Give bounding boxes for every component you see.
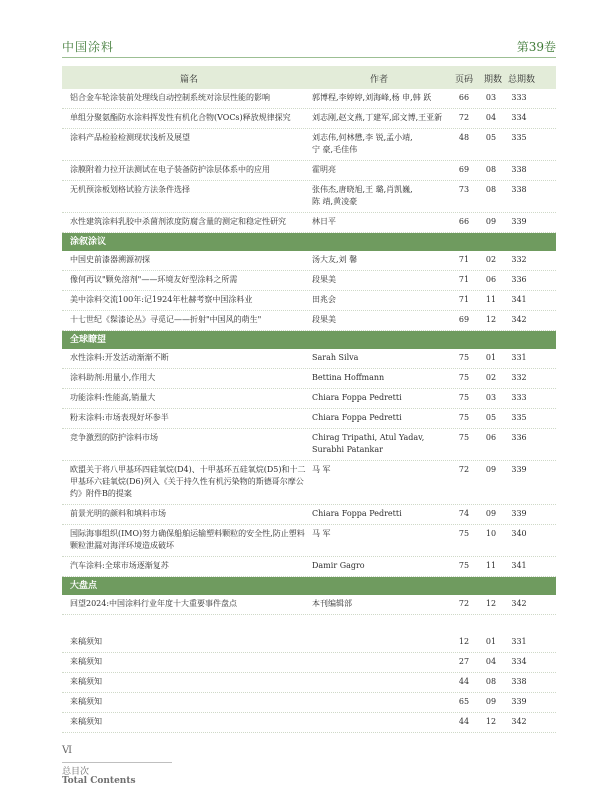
issue-number-cell: 05	[485, 413, 497, 422]
page-number-cell: 71	[458, 295, 470, 304]
footer-title-cn: 总目次	[62, 767, 90, 777]
table-row	[62, 409, 556, 429]
table-body	[62, 89, 556, 733]
journal-name: 中国涂料	[62, 40, 115, 54]
table-header	[62, 66, 556, 89]
article-title: 涂料产品检验检测现状浅析及展望	[70, 133, 190, 142]
article-title: 无机预涂板划格试验方法条件选择	[70, 185, 190, 194]
total-issue-cell: 338	[511, 185, 527, 194]
article-author: Chiara Foppa Pedretti	[312, 393, 402, 402]
article-title: 功能涂料:性能高,销量大	[70, 393, 156, 402]
article-title: 铝合金车轮涂装前处理线自动控制系统对涂层性能的影响	[70, 93, 270, 102]
article-author: 张伟杰,唐晓旭,王 璐,肖凯巍, 陈 靖,黄凌豪	[312, 185, 413, 206]
issue-number-cell: 12	[485, 315, 497, 324]
page-number-cell: 69	[458, 315, 470, 324]
issue-number-cell: 06	[485, 433, 497, 442]
footer-divider	[62, 762, 172, 763]
article-author: 段果美	[312, 315, 336, 324]
issue-number-cell: 05	[485, 133, 497, 142]
article-author: 段果美	[312, 275, 336, 284]
page-number-cell: 73	[458, 185, 470, 194]
issue-number-cell: 06	[485, 275, 497, 284]
issue-number-cell: 09	[485, 697, 497, 706]
article-title: 单组分聚氨酯防水涂料挥发性有机化合物(VOCs)释放规律探究	[70, 113, 291, 122]
table-row	[62, 291, 556, 311]
page-number-cell: 12	[458, 637, 470, 646]
total-issue-cell: 342	[511, 717, 527, 726]
issue-number-cell: 04	[485, 657, 497, 666]
issue-number-cell: 01	[485, 637, 497, 646]
article-title: 来稿须知	[70, 717, 102, 726]
page-number-cell: 71	[458, 255, 470, 264]
table-row	[62, 213, 556, 233]
article-title: 中国史前漆器溯源初探	[70, 255, 150, 264]
total-issue-cell: 331	[511, 353, 527, 362]
table-row	[62, 595, 556, 615]
table-row	[62, 349, 556, 369]
article-title: 回望2024:中国涂料行业年度十大重要事件盘点	[70, 599, 238, 608]
issue-number-cell: 12	[485, 717, 497, 726]
table-row	[62, 693, 556, 713]
article-title: 美中涂料交流100年:记1924年杜赫考察中国涂料业	[70, 295, 253, 304]
page-header	[62, 38, 556, 56]
total-issue-cell: 331	[511, 637, 527, 646]
article-author: Chirag Tripathi, Atul Yadav, Surabhi Patankar	[312, 433, 425, 454]
article-author: Chiara Foppa Pedretti	[312, 413, 402, 422]
total-issue-cell: 339	[511, 509, 527, 518]
total-issue-cell: 332	[511, 373, 527, 382]
issue-number-cell: 02	[485, 373, 497, 382]
total-issue-cell: 334	[511, 657, 527, 666]
article-title: 来稿须知	[70, 697, 102, 706]
total-issue-cell: 334	[511, 113, 527, 122]
table-row	[62, 311, 556, 331]
article-author: Chiara Foppa Pedretti	[312, 509, 402, 518]
page-number-cell: 75	[458, 529, 470, 538]
issue-number-cell: 02	[485, 255, 497, 264]
table-row	[62, 429, 556, 461]
page-number-cell: 66	[458, 93, 470, 102]
column-header-author: 作者	[370, 75, 389, 85]
article-title: 国际海事组织(IMO)努力确保船舶运输塑料颗粒的安全性,防止塑料颗粒泄漏对海洋环境造成破坏	[70, 529, 305, 550]
issue-number-cell: 08	[485, 165, 497, 174]
issue-number-cell: 01	[485, 353, 497, 362]
article-title: 前景光明的颜料和填料市场	[70, 509, 166, 518]
page-number-cell: 75	[458, 561, 470, 570]
article-author: 刘志刚,赵文燕,丁建军,邱文博,王亚新	[312, 113, 443, 122]
total-issue-cell: 339	[511, 217, 527, 226]
article-author: 刘志伟,何林懋,李 锐,孟小靖, 宁 豪,毛佳伟	[312, 133, 413, 154]
page-number-cell: 65	[458, 697, 470, 706]
page-number-cell: 74	[458, 509, 470, 518]
article-author: 霍明亮	[312, 165, 336, 174]
table-row	[62, 505, 556, 525]
article-title: 来稿须知	[70, 677, 102, 686]
article-author: Bettina Hoffmann	[312, 373, 385, 382]
table-row	[62, 271, 556, 291]
total-issue-cell: 342	[511, 599, 527, 608]
article-author: Sarah Silva	[312, 353, 359, 362]
column-header-total: 总期数	[508, 75, 536, 85]
table-row	[62, 389, 556, 409]
section-header: 大盘点	[62, 577, 556, 595]
issue-number-cell: 08	[485, 185, 497, 194]
article-title: 水性涂料:开发活动渐渐不断	[70, 353, 169, 362]
article-title: 水性建筑涂料乳胶中杀菌剂浓度防腐含量的测定和稳定性研究	[70, 217, 286, 226]
total-issue-cell: 339	[511, 465, 527, 474]
page-number-cell: 75	[458, 393, 470, 402]
issue-number-cell: 03	[485, 393, 497, 402]
table-row	[62, 369, 556, 389]
total-issue-cell: 340	[511, 529, 527, 538]
page-number-cell: 75	[458, 353, 470, 362]
article-author: Damir Gagro	[312, 561, 365, 570]
total-issue-cell: 335	[511, 413, 527, 422]
article-title: 涂料助剂:用量小,作用大	[70, 373, 156, 382]
article-author: 马 军	[312, 465, 331, 474]
issue-number-cell: 09	[485, 509, 497, 518]
total-issue-cell: 341	[511, 561, 527, 570]
total-issue-cell: 339	[511, 697, 527, 706]
page-number-cell: 27	[458, 657, 470, 666]
table-row	[62, 633, 556, 653]
page-number-cell: 72	[458, 113, 470, 122]
article-author: 田兆会	[312, 295, 336, 304]
issue-number-cell: 12	[485, 599, 497, 608]
table-row	[62, 673, 556, 693]
column-header-title: 篇名	[180, 75, 199, 85]
article-title: 来稿须知	[70, 657, 102, 666]
page-number-cell: 75	[458, 373, 470, 382]
article-author: 本刊编辑部	[312, 599, 352, 608]
section-header: 全球瞭望	[62, 331, 556, 349]
column-header-page: 页码	[455, 75, 474, 85]
page-number-cell: 71	[458, 275, 470, 284]
page-number-cell: 44	[458, 677, 470, 686]
column-header-issue: 期数	[484, 75, 503, 85]
table-row	[62, 461, 556, 505]
table-row	[62, 109, 556, 129]
page-number-cell: 72	[458, 465, 470, 474]
page-number-cell: 75	[458, 413, 470, 422]
article-author: 马 军	[312, 529, 331, 538]
table-row	[62, 525, 556, 557]
total-issue-cell: 338	[511, 165, 527, 174]
issue-number-cell: 04	[485, 113, 497, 122]
total-issue-cell: 335	[511, 133, 527, 142]
total-issue-cell: 338	[511, 677, 527, 686]
article-title: 像何再议"颗免溶剂"——环境友好型涂料之所需	[70, 275, 238, 284]
issue-number-cell: 11	[485, 295, 497, 304]
total-issue-cell: 332	[511, 255, 527, 264]
article-author: 郭博程,李婷婷,刘海峰,杨 申,韩 跃	[312, 93, 432, 102]
table-row	[62, 161, 556, 181]
article-title: 欧盟关于将八甲基环四硅氧烷(D4)、十甲基环五硅氧烷(D5)和十二甲基环六硅氧烷(D6)列入《关于持久性有机污染物的斯德哥尔摩公约》附件B的提案	[70, 465, 306, 498]
table-row	[62, 89, 556, 109]
page-number-cell: 69	[458, 165, 470, 174]
issue-number-cell: 09	[485, 217, 497, 226]
page-number-cell: 66	[458, 217, 470, 226]
table-row	[62, 251, 556, 271]
table-row	[62, 653, 556, 673]
page-number: Ⅵ	[62, 745, 73, 756]
total-issue-cell: 342	[511, 315, 527, 324]
table-row	[62, 181, 556, 213]
issue-number-cell: 08	[485, 677, 497, 686]
total-issue-cell: 336	[511, 275, 527, 284]
article-title: 竞争激烈的防护涂料市场	[70, 433, 158, 442]
article-title: 粉末涂料:市场表现好坏参半	[70, 413, 169, 422]
section-header: 涂叙涂议	[62, 233, 556, 251]
article-title: 汽车涂料:全球市场逐渐复苏	[70, 561, 169, 570]
total-issue-cell: 333	[511, 93, 527, 102]
table-row	[62, 129, 556, 161]
issue-number-cell: 10	[485, 529, 497, 538]
total-issue-cell: 336	[511, 433, 527, 442]
total-issue-cell: 341	[511, 295, 527, 304]
issue-number-cell: 09	[485, 465, 497, 474]
total-issue-cell: 333	[511, 393, 527, 402]
contents-table	[62, 66, 556, 733]
volume-label: 第39卷	[516, 40, 556, 54]
table-row	[62, 557, 556, 577]
page-number-cell: 44	[458, 717, 470, 726]
page-number-cell: 75	[458, 433, 470, 442]
issue-number-cell: 11	[485, 561, 497, 570]
article-author: 林日平	[312, 217, 336, 226]
page-number-cell: 72	[458, 599, 470, 608]
footer-title-en: Total Contents	[62, 776, 136, 786]
issue-number-cell: 03	[485, 93, 497, 102]
header-divider	[62, 57, 556, 58]
page-number-cell: 48	[458, 133, 470, 142]
section-spacer	[62, 615, 556, 633]
article-author: 汤大友,刘 馨	[312, 255, 358, 264]
article-title: 十七世纪《髹漆论丛》寻觅记——折射"中国风的萌生"	[70, 315, 262, 324]
article-title: 来稿须知	[70, 637, 102, 646]
article-title: 涂膜附着力拉开法测试在电子装备防护涂层体系中的应用	[70, 165, 270, 174]
table-row	[62, 713, 556, 733]
